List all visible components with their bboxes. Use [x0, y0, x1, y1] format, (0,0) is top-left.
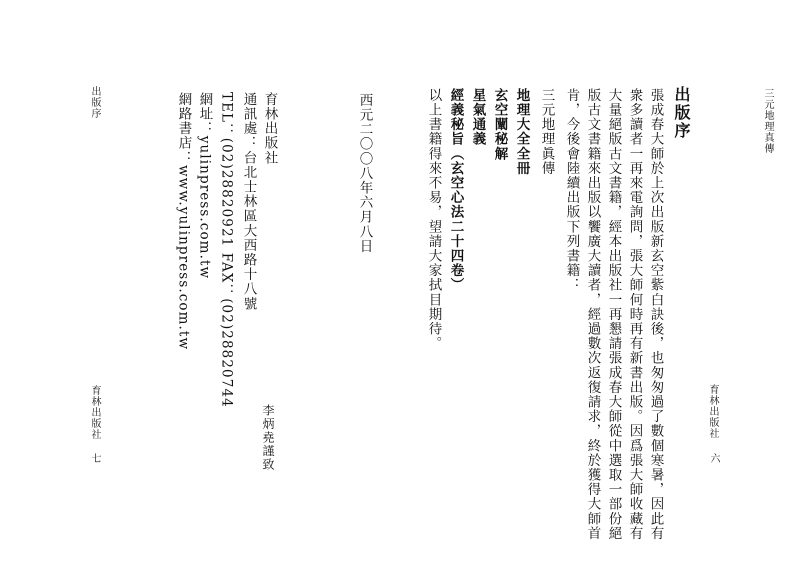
preface-line: 張成春大師於上次出版新玄空紫白訣後，也匆匆過了數個寒暑，因此有	[647, 88, 664, 541]
book-title: 玄空闡秘解	[491, 88, 508, 161]
book-title: 三元地理眞傳	[538, 88, 555, 176]
book-title: 經義秘旨（玄空心法二十四卷）	[447, 88, 464, 293]
contact-website: 網址：yulinpress.com.tw	[196, 92, 213, 280]
footer-publisher: 育林出版社	[89, 385, 100, 440]
contact-tel-fax: TEL：(02)28820921 FAX：(02)28820744	[218, 92, 235, 408]
running-header: 三元地理真傳	[762, 88, 773, 154]
date-line: 西元二〇〇八年六月八日	[356, 93, 373, 254]
publisher-name: 育林出版社	[261, 92, 278, 165]
running-header: 出版序	[89, 86, 100, 119]
contact-address: 通訊處：台北士林區大西路十八號	[240, 92, 257, 311]
closing-note: 以上書籍得來不易，望請大家拭目期待。	[425, 88, 442, 351]
book-title: 地理大全全冊	[513, 88, 530, 176]
page-number: 七	[89, 453, 100, 464]
preface-line: 版古文書籍來出版以饗廣大讀者，經過數次返復請求，終於獲得大師首	[584, 88, 601, 541]
page-title: 出版序	[672, 86, 691, 140]
page-number: 六	[708, 453, 719, 464]
book-title: 星氣通義	[469, 88, 486, 147]
preface-line: 衆多讀者一再來電詢問，張大師何時再有新書出版。因爲張大師收藏有	[626, 88, 643, 541]
footer-publisher: 育林出版社	[707, 384, 718, 439]
preface-line: 肯，今後會陸續出版下列書籍：	[563, 88, 580, 293]
preface-line: 大量絕版古文書籍，經本出版社一再懇請張成春大師從中選取一部份絕	[605, 88, 622, 541]
signature: 李炳堯謹致	[261, 404, 275, 472]
contact-bookstore: 網路書店：www.yulinpress.com.tw	[175, 92, 192, 351]
